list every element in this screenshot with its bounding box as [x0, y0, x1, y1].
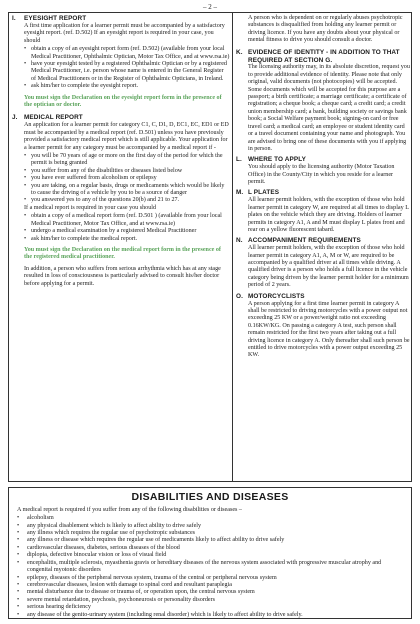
section-number: I. — [12, 15, 16, 22]
list-item: • you answered yes to any of the questions 20(b) and 21 to 27. — [24, 197, 230, 204]
diseases-list — [17, 515, 403, 619]
list-item: • diplopia, defective binocular vision or loss of visual field — [17, 552, 403, 559]
list-item: • any disease of the genito-urinary system (including renal disorder) which is likely to affect ability to drive safely. — [17, 612, 403, 619]
info-box — [8, 12, 412, 482]
list-item: • obtain a copy of a medical report form (ref. D.501 ) (available from your local Medical Practitioner, Motor Tax Office, and at www.rsa.ie) — [24, 213, 230, 228]
list-item: • mental disturbance due to disease or trauma of, or operation upon, the central nervous system — [17, 589, 403, 596]
section-number: M. — [236, 189, 244, 197]
list-item: • obtain a copy of an eyesight report form (ref. D.502) (available from your local Medical Practitioner, Ophthalmic Optician, Motor Tax Office, and at www.rsa.ie) — [24, 46, 230, 61]
left-column — [12, 15, 230, 479]
list-item: • cerebrovascular diseases, lesion with damage to spinal cord and resultant paraplegia — [17, 582, 403, 589]
list-item: • you have ever suffered from alcoholism or epilepsy — [24, 175, 230, 182]
list-item: • ask him/her to complete the medical report. — [24, 236, 230, 243]
section-medical — [12, 114, 230, 288]
section-number: K. — [236, 48, 243, 56]
list-item: • undergo a medical examination by a registered Medical Practitioner — [24, 228, 230, 235]
list-item: • any physical disablement which is likely to affect ability to drive safely — [17, 523, 403, 530]
section-number: J. — [12, 114, 18, 122]
section-title: L PLATES — [248, 189, 280, 197]
diseases-title: DISABILITIES AND DISEASES — [131, 491, 289, 503]
list-item: • alcoholism — [17, 515, 403, 522]
section-title: MEDICAL REPORT — [24, 114, 83, 122]
list-item: • you suffer from any of the disabilities or diseases listed below — [24, 168, 230, 175]
section-number: L. — [236, 156, 242, 164]
section-where — [236, 156, 410, 186]
diseases-intro: A medical report is required if you suffer from any of the following disabilities or diseases – — [17, 506, 242, 513]
list-item: • cardiovascular diseases, diabetes, serious diseases of the blood — [17, 545, 403, 552]
section-identity — [236, 49, 410, 154]
section-title: WHERE TO APPLY — [248, 156, 306, 164]
list-item: • ask him/her to complete the eyesight report. — [24, 83, 230, 90]
page-number: – 2 – — [203, 3, 217, 11]
medical-intro: An application for a learner permit for category C1, C, D1, D, EC1, EC, ED1 or ED must be accompanied by a medical report (ref. D.501) unless you have previously provided a satisfactory medical report which is still applicable. Your application for a learner permit for any category must be accompanied by a medical report if - — [24, 122, 229, 151]
lplates-body: All learner permit holders, with the exception of those who hold learner permit in category W, are required at all times to display L plates on the vehicle which they are driving. Holders of learner permits in category A1, A and M must display L plates front and rear on a yellow fluorescent tabard. — [248, 197, 409, 233]
medical-continued: A person who is dependent on or regularly abuses psychotropic substances is disqualified from holding any learner permit or driving licence. If you have any doubts about your physical or mental fitness to drive you should consult a doctor. — [248, 15, 403, 44]
where-body: You should apply to the licensing authority (Motor Taxation Office) in the County/City in which you reside for a learner permit. — [248, 164, 395, 186]
list-item: • you will be 70 years of age or more on the first day of the period for which the permit is being granted — [24, 153, 230, 168]
right-column — [236, 15, 410, 479]
list-item: • epilepsy, diseases of the peripheral nervous system, trauma of the central or peripheral nervous system — [17, 575, 403, 582]
medical-note: You must sign the Declaration on the medical report form in the presence of the registered medical practitioner. — [24, 247, 221, 261]
list-item: • have your eyesight tested by a registered Ophthalmic Optician or by a registered Medical Practitioner, i.e. person whose name is entered in the General Register of Medical Practitioners or in the Register of Ophthalmic Opticians, in Ireland. — [24, 61, 230, 83]
list-item: • any illness which requires the regular use of psychotropic substances — [17, 530, 403, 537]
medical-list-2 — [24, 213, 230, 243]
accompaniment-body: All learner permit holders, with the exception of those who hold learner permit in category A1, A, M or W, are required to be accompanied by a qualified driver at all times while driving. A qualified driver is a person who holds a full licence in the vehicle category being driven by the learner permit holder for a minimum period of 2 years. — [248, 245, 409, 289]
identity-body: The licensing authority may, in its absolute discretion, request you to provide additional evidence of identity. Please note that only original, valid documents (not photocopies) will be accepted. Some documents which will be accepted for this purpose are a passport; a birth certificate; a marriage certificate; a certificate of registration; a cheque book; a cheque card; a credit card; a credit union membership card; a bank, building society or savings bank book; a Social Welfare payment book; signing-on card or free travel card; a medical card; an employee or student identity card or a travel document containing your name and photograph. You are advised to bring one of these documents with you if applying in person. — [248, 64, 410, 152]
diseases-box — [8, 487, 412, 619]
section-accompaniment — [236, 237, 410, 289]
list-item: • you are taking, on a regular basis, drugs or medicaments which would be likely to cause the driving of a vehicle by you to be a source of danger — [24, 183, 230, 198]
list-item: • serious hearing deficiency — [17, 604, 403, 611]
section-title: EYESIGHT REPORT — [24, 15, 87, 22]
medical-outro: In addition, a person who suffers from serious arrhythmia which has at any stage resulted in loss of consciousness is particularly advised to consult his/her doctor before applying for a permit. — [24, 265, 221, 287]
section-number: O. — [236, 292, 243, 300]
medical-mid: If a medical report is required in your case you should — [24, 204, 156, 211]
medical-list — [24, 153, 230, 205]
section-title: ACCOMPANIMENT REQUIREMENTS — [248, 237, 361, 245]
section-title: MOTORCYCLISTS — [248, 292, 305, 300]
eyesight-intro: A first time application for a learner permit must be accompanied by a satisfactory eyesight report. (ref. D.502) If an eyesight report is required in your case, you should — [24, 22, 225, 44]
list-item: • any illness or disease which requires the regular use of medicaments likely to affect ability to drive safely — [17, 537, 403, 544]
section-title: EVIDENCE OF IDENTITY - IN ADDITION TO THAT REQUIRED AT SECTION G. — [248, 48, 400, 64]
motorcyclists-body: A person applying for a first time learner permit in category A shall be restricted to driving motorcycles with a power output not exceeding 25 KW or a power/weight ratio not exceeding 0.16KW/KG. On passing a category A test, such person shall remain restricted for the first two years after taking out a full driving licence in category A. Only thereafter shall such person be entitled to drive motorcycles with a power output exceeding 25 KW. — [248, 300, 410, 359]
section-eyesight — [12, 15, 230, 109]
column-divider — [232, 13, 233, 481]
section-motorcyclists — [236, 293, 410, 360]
eyesight-note: You must sign the Declaration on the eyesight report form in the presence of the optician or doctor. — [24, 94, 222, 109]
section-number: N. — [236, 237, 243, 245]
section-lplates — [236, 189, 410, 234]
list-item: • encephalitis, multiple sclerosis, myasthenia gravis or hereditary diseases of the nervous system associated with progressive muscular atrophy and congenital myotonic disorders — [17, 560, 403, 575]
eyesight-list — [24, 46, 230, 91]
list-item: • severe mental retardation, psychosis, psychoneurosis or personality disorders — [17, 597, 403, 604]
